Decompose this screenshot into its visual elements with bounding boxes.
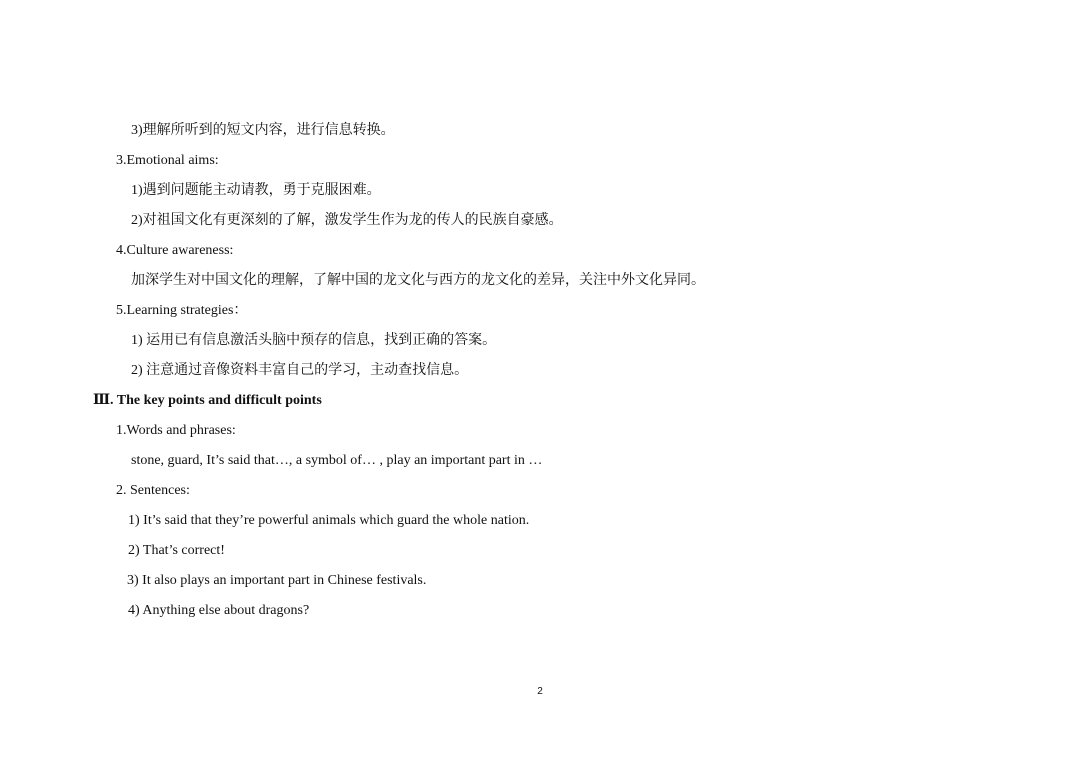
- objective-line: 3)理解所听到的短文内容，进行信息转换。: [131, 123, 395, 138]
- emotional-aim-item: 2)对祖国文化有更深刻的了解，激发学生作为龙的传人的民族自豪感。: [131, 213, 563, 228]
- sentence-item: 4) Anything else about dragons?: [128, 603, 310, 618]
- page-number: 2: [537, 686, 543, 697]
- learning-strategy-item: 1) 运用已有信息激活头脑中预存的信息，找到正确的答案。: [131, 333, 497, 348]
- section-heading-culture-awareness: 4.Culture awareness:: [116, 243, 234, 258]
- culture-awareness-text: 加深学生对中国文化的理解，了解中国的龙文化与西方的龙文化的差异，关注中外文化异同。: [131, 273, 705, 288]
- words-and-phrases-list: stone, guard, It’s said that…, a symbol of… , play an important part in …: [131, 453, 543, 468]
- section-heading-key-points: Ⅲ. The key points and difficult points: [93, 393, 322, 408]
- section-heading-emotional-aims: 3.Emotional aims:: [116, 153, 219, 168]
- subheading-sentences: 2. Sentences:: [116, 483, 190, 498]
- section-heading-learning-strategies: 5.Learning strategies：: [116, 303, 248, 318]
- sentence-item: 2) That’s correct!: [128, 543, 225, 558]
- sentence-item: 3) It also plays an important part in Chinese festivals.: [127, 573, 427, 588]
- sentence-item: 1) It’s said that they’re powerful animals which guard the whole nation.: [128, 513, 530, 528]
- learning-strategy-item: 2) 注意通过音像资料丰富自己的学习，主动查找信息。: [131, 363, 469, 378]
- subheading-words-and-phrases: 1.Words and phrases:: [116, 423, 236, 438]
- emotional-aim-item: 1)遇到问题能主动请教，勇于克服困难。: [131, 183, 381, 198]
